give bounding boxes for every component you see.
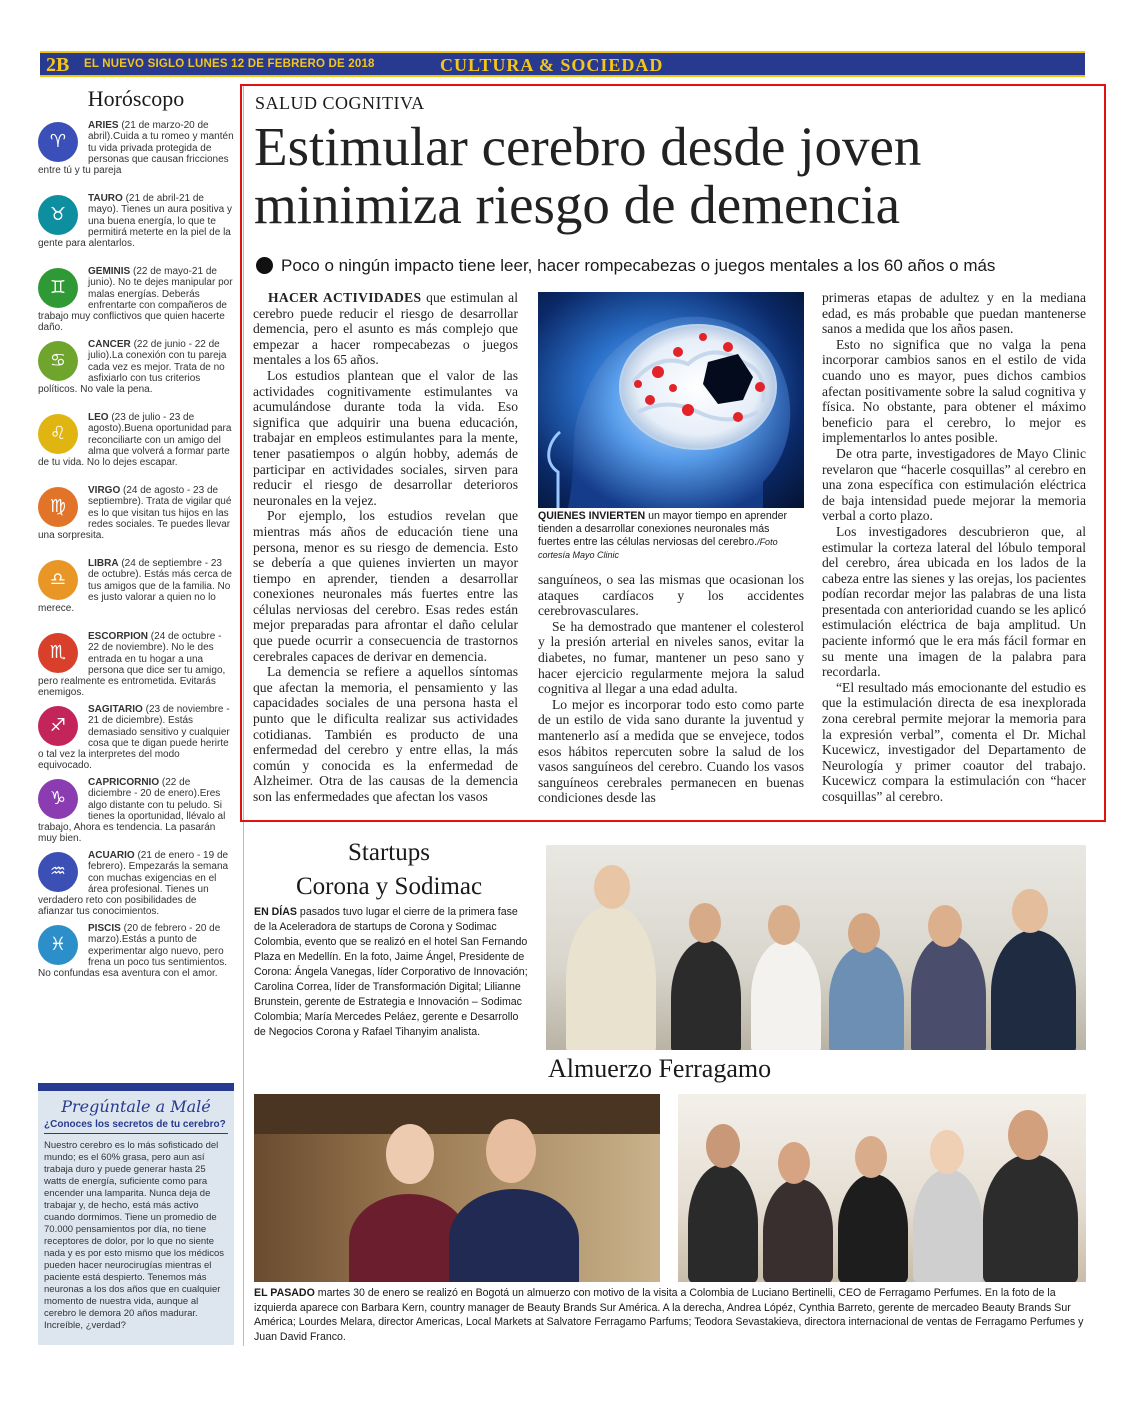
main-article xyxy=(240,84,1106,822)
sign-text: (22 de junio - 22 de julio).La conexión con tu pareja cada vez es mejor. Trata de no asfixiarlo con tus criterios políticos. No vale la pena. xyxy=(38,339,227,396)
paragraph: Lo mejor es incorporar todo esto como parte de un estilo de vida sano durante la juventud y mantenerlo así a medida que se envejece, todos esos hábitos repercuten sobre la salud de los vasos sanguíneos del cerebro. Cuando los vasos sanguíneos cerebrales permanecen en buenas condiciones desde las xyxy=(538,696,804,806)
paragraph: De otra parte, investigadores de Mayo Clinic revelaron que “hacerle cosquillas” al cerebro en una zona específica con estimulación eléctrica de baja intensidad puede mejorar la memoria verbal a corto plazo. xyxy=(822,445,1086,524)
sign-text: (21 de enero - 19 de febrero). Empezarás la semana con muchas exigencias en el área profesional. Tienes un verdadero reto con posibilidades de afianzar tus conocimientos. xyxy=(38,850,229,918)
brain-illustration-icon xyxy=(538,292,804,508)
startups-title-2: Corona y Sodimac xyxy=(295,873,483,900)
paper-date: EL NUEVO SIGLO LUNES 12 DE FEBRERO DE 2018 xyxy=(84,58,375,70)
lead-in: HACER ACTIVIDADES xyxy=(268,290,422,305)
scorpio-icon: ♏ xyxy=(38,633,78,673)
person-head xyxy=(1008,1110,1048,1160)
person-figure xyxy=(671,940,741,1050)
sign-name: GÉMINIS xyxy=(88,266,131,277)
sign-name: SAGITARIO xyxy=(88,704,143,715)
sign-text: (22 de diciembre - 20 de enero).Eres algo distante con tu peludo. Si tienes la oportunidad, llévalo al trabajo, Ahora es tendencia. La pasarán muy bien. xyxy=(38,777,226,845)
person-figure xyxy=(911,935,986,1050)
brain-photo xyxy=(538,292,804,508)
sign-name: CÁNCER xyxy=(88,339,131,350)
pisces-icon: ♓ xyxy=(38,925,78,965)
page-number: 2B xyxy=(46,54,70,76)
article-column-2 xyxy=(538,572,804,806)
horoscope-sign xyxy=(38,850,234,923)
photo-caption xyxy=(538,510,804,562)
sign-name: PISCIS xyxy=(88,923,121,934)
horoscope-sign xyxy=(38,923,234,996)
section-title: CULTURA & SOCIEDAD xyxy=(440,55,664,75)
sign-name: TAURO xyxy=(88,193,123,204)
sign-text: (20 de febrero - 20 de marzo).Estás a punto de experimentar algo nuevo, pero frena un poco tus sentimientos. No confundas esa aventura con el amor. xyxy=(38,923,227,980)
person-figure xyxy=(751,940,821,1050)
article-kicker: SALUD COGNITIVA xyxy=(255,93,425,113)
person-head xyxy=(386,1124,434,1184)
paragraph: La demencia se refiere a aquellos síntomas que afectan la memoria, el pensamiento y las capacidades sociales de una persona hasta el punto que le dificulta realizar sus actividades cotidianas. También es producto de una enfermedad del cerebro y entre ellas, la más común y conocida es la enfermedad de Alzheimer. Otra de las causas de la demencia son las enfermedades que afectan los vasos xyxy=(253,664,518,804)
horoscope-sign xyxy=(38,631,234,704)
sign-name: ACUARIO xyxy=(88,850,135,861)
horoscope-sign xyxy=(38,485,234,558)
capricorn-icon: ♑ xyxy=(38,779,78,819)
caption-credit: /Foto cortesía Mayo Clinic xyxy=(538,537,778,560)
startups-group-photo xyxy=(546,845,1086,1050)
sign-text: (24 de septiembre - 23 de octubre). Estás más cerca de tus amigos que de la familia. No es justo valorar a quien no lo merece. xyxy=(38,558,232,615)
sign-text: (21 de marzo-20 de abril).Cuida a tu romeo y mantén tu vida privada protegida de personas que causan fricciones entre tú y tu pareja xyxy=(38,120,234,177)
person-head xyxy=(928,905,962,947)
article-column-1 xyxy=(253,290,518,805)
startups-headline xyxy=(254,836,524,904)
horoscope-sign xyxy=(38,193,234,266)
taurus-icon: ♉ xyxy=(38,195,78,235)
ferragamo-body: martes 30 de enero se realizó en Bogotá un almuerzo con motivo de la visita a Colombia de Luciano Bertinelli, CEO de Ferragamo Perfumes. En la foto de la izquierda aparece con Barbara Kern, country manager de Beauty Brands Sur América. A la derecha, Andrea Lópéz, Cynthia Barreto, gerente de mercadeo Beauty Brands Sur América; Lourdes Melara, director Americas, Local Markets at Salvatore Ferragamo Parfums; Teodora Sevastakieva, directora internacional de ventas de Ferragamo Perfumes y Juan David Franco. xyxy=(254,1287,1084,1343)
person-figure xyxy=(913,1169,983,1282)
sign-text: (24 de octubre - 22 de noviembre). No le des entrada en tu hogar a una persona que dice ser tu amigo, pero realmente es entrometida. Evitarás enemigos. xyxy=(38,631,226,699)
caption-text: un mayor tiempo en aprender tienden a desarrollar conexiones neuronales más fuertes entre las células nerviosas del cerebro. xyxy=(538,510,788,548)
ask-answer: Nuestro cerebro es lo más sofisticado del mundo; es el 60% grasa, pero aun así trabaja duro y puede generar hasta 25 watts de energía, suficiente como para encender una lamparita. Nunca deja de trabajar y, de hecho, está más activo cuando dormimos. Tiene un promedio de 70.000 pensamientos por día, no tiene receptores de dolor, por lo que no siente nada y es por esto mismo que los médicos pueden hacer neurocirugías mientras el paciente está despierto. Tenemos más neuronas a los dos años que en cualquier momento de nuestra vida, aunque al cerebro le demora 20 años madurar. Increíble, ¿verdad? xyxy=(44,1140,225,1331)
person-figure xyxy=(763,1179,833,1282)
leo-icon: ♌ xyxy=(38,414,78,454)
sign-name: VIRGO xyxy=(88,485,121,496)
person-figure xyxy=(449,1189,579,1282)
paragraph: “El resultado más emocionante del estudio es que la estimulación directa de esa inexplorada zona cerebral permite mejorar la memoria para la expresión verbal”, comenta el Dr. Michal Kucewicz, investigador del Departamento de Neurología y primer coautor del trabajo. Kucewicz compara la estimulación con “hacer cosquillas” al cerebro. xyxy=(822,679,1086,804)
ask-question: ¿Conoces los secretos de tu cerebro? xyxy=(44,1116,228,1134)
bullet-icon xyxy=(256,257,273,274)
startups-title-1: Startups xyxy=(348,839,430,866)
virgo-icon: ♍ xyxy=(38,487,78,527)
person-head xyxy=(768,905,800,945)
ferragamo-text xyxy=(254,1286,1086,1344)
startups-text xyxy=(254,905,530,1040)
article-headline xyxy=(254,118,1094,234)
paragraph: Los investigadores descubrieron que, al estimular la corteza lateral del lóbulo temporal del cerebro, área ubicada en los lados de la cabeza entre las sienes y las orejas, los pacientes podían recordar mejor las palabras de una lista presentada con anterioridad cuando se les aplicó estimulación eléctrica de baja amplitud. Un paciente informó que le era más fácil formar en su mente una imagen de la palabra para recordarla. xyxy=(822,523,1086,680)
background-wall xyxy=(254,1094,660,1134)
person-head xyxy=(689,903,721,943)
horoscope-sign xyxy=(38,120,234,193)
person-figure xyxy=(829,945,904,1050)
gemini-icon: ♊ xyxy=(38,268,78,308)
aquarius-icon: ♒ xyxy=(38,852,78,892)
paragraph: sanguíneos, o sea las mismas que ocasionan los ataques cardíacos y los accidentes cerebrovasculares. xyxy=(538,572,804,619)
paragraph: Los estudios plantean que el valor de las actividades cognitivamente estimulantes va acumulándose durante toda la vida. Eso significa que adquirir una buena educación, trabajar en empleos estimulantes para la mente, tener pasatiempos o algún hobby, además de participar en actividades sociales, sirven para reducir el riesgo de desarrollar deterioros neuronales en la vejez. xyxy=(253,367,518,508)
startups-lead: EN DÍAS xyxy=(254,906,297,918)
ferragamo-lead: EL PASADO xyxy=(254,1287,315,1299)
article-deck xyxy=(256,256,995,276)
sign-name: LEO xyxy=(88,412,109,423)
sagittarius-icon: ♐ xyxy=(38,706,78,746)
paragraph: Esto no significa que no valga la pena incorporar cambios sanos en el estilo de vida cuando uno es mayor, pues dichos cambios afectan positivamente sobre la salud cognitiva y física. No obstante, para obtener el máximo beneficio para el cerebro, lo mejor es implementarlos lo antes posible. xyxy=(822,336,1086,446)
horoscope-sign xyxy=(38,777,234,850)
libra-icon: ♎ xyxy=(38,560,78,600)
sign-name: ESCORPION xyxy=(88,631,149,642)
person-head xyxy=(1012,889,1048,933)
paragraph-text: que estimulan al cerebro puede reducir el riesgo de desarrollar demencia, pero el asunto es más complejo que empezar a hacer rompecabezas o juegos mentales a los 65 años. xyxy=(253,290,518,368)
person-head xyxy=(848,913,880,953)
sign-text: (22 de mayo-21 de junio). No te dejes manipular por malas energías. Deberás enfrentarte con compañeros de trabajo muy conflictivos que quien hacerte daño. xyxy=(38,266,233,334)
headline-line-2: minimiza riesgo de demencia xyxy=(254,174,901,235)
paragraph xyxy=(253,290,518,368)
person-head xyxy=(706,1124,740,1168)
ferragamo-headline: Almuerzo Ferragamo xyxy=(548,1054,772,1083)
paragraph: Se ha demostrado que mantener el colesterol y la presión arterial en niveles sanos, evitar la diabetes, no fumar, mantener un peso sano y hacer ejercicio regularmente mejora la salud cognitiva al llegar a una edad adulta. xyxy=(538,618,804,697)
sign-name: ARIES xyxy=(88,120,119,131)
person-head xyxy=(594,865,630,909)
caption-lead: QUIENES INVIERTEN xyxy=(538,510,646,522)
sign-text: (21 de abril-21 de mayo). Tienes un aura positiva y una buena energía, lo que te permitirá meterte en la piel de la gente para alentarlos. xyxy=(38,193,232,250)
sign-name: LIBRA xyxy=(88,558,119,569)
paragraph: primeras etapas de adultez y en la mediana edad, es más probable que puedan mantenerse sanos a medida que los años pasen. xyxy=(822,290,1086,337)
person-figure xyxy=(688,1164,758,1282)
person-head xyxy=(486,1119,536,1183)
ask-male-box xyxy=(38,1083,234,1345)
sign-name: CAPRICORNIO xyxy=(88,777,160,788)
person-head xyxy=(930,1130,964,1174)
horoscope-sign xyxy=(38,339,234,412)
ferragamo-photo-left xyxy=(254,1094,660,1282)
person-figure xyxy=(983,1154,1078,1282)
person-figure xyxy=(991,930,1076,1050)
cancer-icon: ♋ xyxy=(38,341,78,381)
horoscope-column xyxy=(38,86,234,996)
sign-text: (23 de julio - 23 de agosto).Buena oportunidad para reconciliarte con un amigo del alma que volverá a formar parte de tu vida. No lo dejes escapar. xyxy=(38,412,232,469)
sign-text: (24 de agosto - 23 de septiembre). Trata de vigilar qué es lo que visitan tus hijos en las redes sociales. Te puedes llevar una sorpresita. xyxy=(38,485,232,542)
person-figure xyxy=(566,905,656,1050)
horoscope-sign xyxy=(38,704,234,777)
person-head xyxy=(855,1136,887,1178)
deck-text: Poco o ningún impacto tiene leer, hacer rompecabezas o juegos mentales a los 60 años o más xyxy=(281,256,996,275)
horoscope-sign xyxy=(38,412,234,485)
sign-text: (23 de noviembre - 21 de diciembre). Estás demasiado sensitivo y cualquier cosa que te digan puede herirte o tal vez la interpretes del modo equivocado. xyxy=(38,704,230,772)
horoscope-sign xyxy=(38,266,234,339)
masthead xyxy=(40,51,1085,77)
ferragamo-photo-right xyxy=(678,1094,1086,1282)
aries-icon: ♈ xyxy=(38,122,78,162)
person-figure xyxy=(838,1174,908,1282)
person-head xyxy=(778,1142,810,1184)
paragraph: Por ejemplo, los estudios revelan que mientras más años de educación tiene una persona, menor es su riesgo de demencia. Esto se debería a que quienes invierten un mayor tiempo en aprender, tienden a desarrollar conexiones neuronales más fuertes entre las células nerviosas del cerebro. Esas redes están mejor preparadas para afrontar el daño celular que puede ocurrir a consecuencia de trastornos cerebrales capaces de derivar en demencia. xyxy=(253,508,518,664)
ask-title: Pregúntale a Malé xyxy=(61,1097,211,1116)
horoscope-sign xyxy=(38,558,234,631)
article-column-3 xyxy=(822,290,1086,805)
headline-line-1: Estimular cerebro desde joven xyxy=(254,116,922,177)
horoscope-title: Horóscopo xyxy=(87,86,185,111)
startups-body: pasados tuvo lugar el cierre de la primera fase de la Aceleradora de startups de Corona y Sodimac Colombia, evento que se realizó en el hotel San Fernando Plaza en Medellín. En la foto, Jaime Ángel, Presidente de Corona: Ángela Vanegas, líder Corporativo de Innovación; Carolina Correa, líder de Transformación Digital; Lilianne Brunstein, gerente de Estrategia e Innovación – Sodimac Colombia; María Mercedes Peláez, gerente e Desarrollo de Negocios Corona y Rafael Tihanyim analista. xyxy=(254,906,528,1038)
